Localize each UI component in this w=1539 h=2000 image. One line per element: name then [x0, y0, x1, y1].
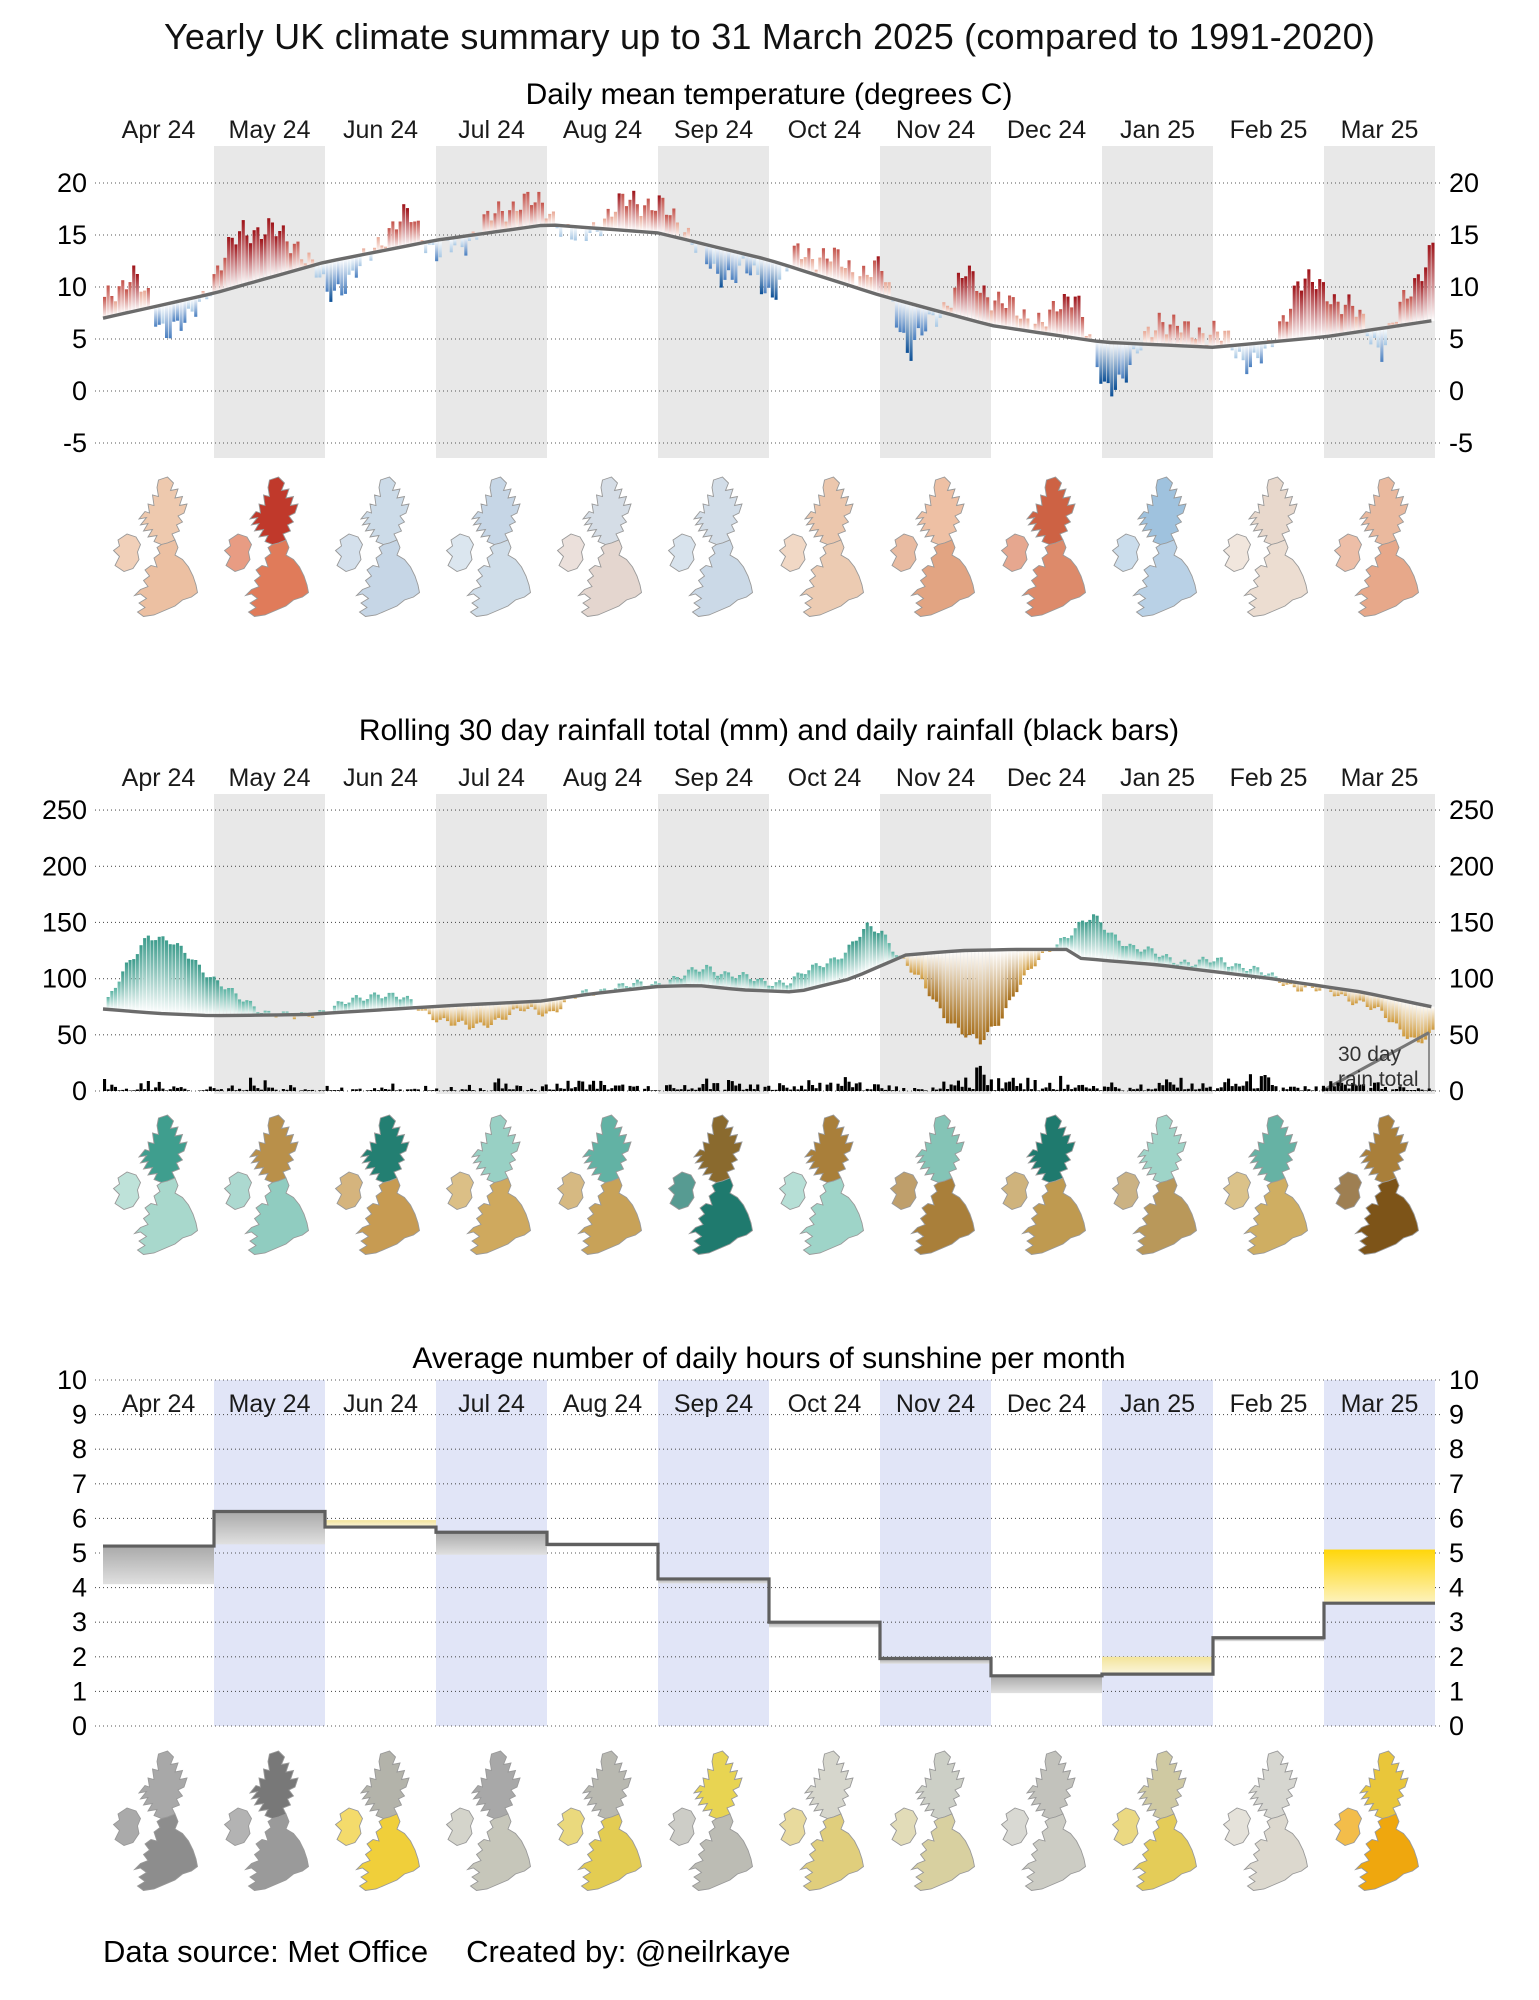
map-england-wales: [801, 540, 864, 617]
uk-map-rainfall-3: [447, 1115, 531, 1255]
map-england-wales: [468, 540, 531, 617]
map-scotland: [361, 477, 409, 545]
map-scotland: [805, 1115, 853, 1183]
map-ireland: [225, 534, 252, 572]
map-ireland: [1002, 1808, 1029, 1846]
uk-map-temperature-5: [669, 477, 753, 617]
map-england-wales: [912, 540, 975, 617]
y-tick-right: 200: [1449, 851, 1495, 882]
map-ireland: [780, 1172, 807, 1210]
month-label: Aug 24: [562, 1390, 643, 1418]
map-scotland: [250, 1115, 298, 1183]
month-label: Mar 25: [1340, 1390, 1419, 1418]
map-ireland: [336, 1172, 363, 1210]
rain-total-annotation-line1: 30 day: [1338, 1043, 1402, 1066]
uk-map-rainfall-7: [891, 1115, 975, 1255]
month-label: Nov 24: [895, 764, 976, 792]
y-tick-left: 5: [71, 324, 87, 354]
uk-map-sunshine-8: [1002, 1751, 1086, 1891]
map-scotland: [583, 477, 631, 545]
month-bands: [214, 146, 1435, 458]
map-england-wales: [1134, 1814, 1197, 1891]
uk-map-rainfall-6: [780, 1115, 864, 1255]
y-tick-right: 7: [1449, 1468, 1465, 1499]
month-label: Dec 24: [1006, 764, 1087, 792]
y-tick-left: 0: [71, 376, 87, 406]
month-labels: [122, 116, 1419, 144]
uk-map-temperature-11: [1335, 477, 1419, 617]
y-tick-left: 200: [41, 851, 87, 882]
map-scotland: [694, 477, 742, 545]
month-label: Jul 24: [458, 764, 525, 792]
map-england-wales: [357, 540, 420, 617]
month-label: Aug 24: [562, 116, 643, 144]
map-ireland: [447, 534, 474, 572]
map-england-wales: [1245, 1178, 1308, 1255]
sunshine-band-8: [991, 1676, 1102, 1693]
month-label: May 24: [228, 116, 311, 144]
map-scotland: [805, 477, 853, 545]
y-tick-right: -5: [1449, 428, 1474, 458]
map-scotland: [1360, 477, 1408, 545]
map-ireland: [114, 1808, 141, 1846]
map-scotland: [916, 477, 964, 545]
month-label: Mar 25: [1340, 116, 1419, 144]
sunshine-band-11: [1324, 1550, 1435, 1604]
map-ireland: [1224, 534, 1251, 572]
y-tick-right: 1: [1449, 1676, 1465, 1707]
map-scotland: [1138, 1115, 1186, 1183]
data-source-credit: Data source: Met Office: [103, 1934, 429, 1969]
y-tick-right: 9: [1449, 1399, 1465, 1430]
month-labels: [122, 764, 1419, 792]
map-scotland: [805, 1751, 853, 1819]
month-label: Jun 24: [342, 764, 419, 792]
map-england-wales: [135, 540, 198, 617]
map-england-wales: [246, 540, 309, 617]
map-england-wales: [246, 1178, 309, 1255]
uk-map-sunshine-3: [447, 1751, 531, 1891]
map-england-wales: [357, 1814, 420, 1891]
map-scotland: [1138, 1751, 1186, 1819]
y-tick-right: 100: [1449, 963, 1495, 994]
y-tick-right: 5: [1449, 324, 1465, 354]
y-tick-right: 250: [1449, 795, 1495, 826]
y-tick-right: 5: [1449, 1538, 1465, 1568]
map-england-wales: [468, 1814, 531, 1891]
map-scotland: [694, 1751, 742, 1819]
y-tick-left: 15: [56, 220, 87, 250]
y-tick-left: 8: [71, 1434, 87, 1465]
uk-map-rainfall-0: [114, 1115, 198, 1255]
month-label: Sep 24: [673, 764, 754, 792]
map-scotland: [472, 1751, 520, 1819]
month-label: Apr 24: [121, 116, 196, 144]
y-tick-left: 3: [71, 1607, 87, 1638]
month-label: Feb 25: [1229, 116, 1308, 144]
map-scotland: [1027, 1751, 1075, 1819]
uk-map-temperature-8: [1002, 477, 1086, 617]
map-england-wales: [357, 1178, 420, 1255]
uk-map-rainfall-5: [669, 1115, 753, 1255]
month-label: Jul 24: [458, 1390, 525, 1418]
uk-map-sunshine-2: [336, 1751, 420, 1891]
map-ireland: [891, 1172, 918, 1210]
map-scotland: [916, 1115, 964, 1183]
map-england-wales: [912, 1178, 975, 1255]
map-england-wales: [135, 1814, 198, 1891]
sunshine-band-1: [214, 1511, 325, 1544]
map-england-wales: [1134, 540, 1197, 617]
y-tick-left: 4: [71, 1572, 87, 1603]
uk-map-temperature-4: [558, 477, 642, 617]
map-ireland: [780, 1808, 807, 1846]
map-england-wales: [1356, 540, 1419, 617]
y-tick-left: 250: [41, 795, 87, 826]
map-england-wales: [1245, 1814, 1308, 1891]
uk-map-sunshine-1: [225, 1751, 309, 1891]
map-england-wales: [690, 1178, 753, 1255]
map-ireland: [780, 534, 807, 572]
map-ireland: [1335, 1808, 1362, 1846]
map-scotland: [1138, 477, 1186, 545]
map-ireland: [669, 534, 696, 572]
page-title: Yearly UK climate summary up to 31 March 2025 (compared to 1991-2020): [163, 16, 1376, 57]
map-england-wales: [579, 540, 642, 617]
map-ireland: [114, 534, 141, 572]
rain-total-annotation-line2: rain total: [1338, 1068, 1419, 1091]
author-credit: Created by: @neilrkaye: [466, 1934, 791, 1969]
y-tick-left: -5: [62, 428, 87, 458]
uk-map-rainfall-9: [1113, 1115, 1197, 1255]
uk-map-sunshine-0: [114, 1751, 198, 1891]
month-label: Jan 25: [1119, 116, 1196, 144]
map-england-wales: [690, 540, 753, 617]
sunshine-band-3: [436, 1532, 547, 1554]
map-row-temperature: [114, 477, 1419, 617]
map-ireland: [447, 1172, 474, 1210]
map-england-wales: [1023, 540, 1086, 617]
month-label: Jul 24: [458, 116, 525, 144]
map-ireland: [669, 1172, 696, 1210]
map-ireland: [1113, 1172, 1140, 1210]
y-tick-left: 1: [71, 1676, 87, 1707]
map-scotland: [1249, 1751, 1297, 1819]
map-england-wales: [1356, 1178, 1419, 1255]
uk-map-temperature-6: [780, 477, 864, 617]
y-tick-left: 5: [71, 1538, 87, 1568]
map-scotland: [916, 1751, 964, 1819]
map-scotland: [250, 477, 298, 545]
month-label: Jun 24: [342, 116, 419, 144]
y-tick-left: 150: [41, 907, 87, 938]
map-scotland: [139, 1751, 187, 1819]
y-tick-left: 100: [41, 963, 87, 994]
uk-map-rainfall-1: [225, 1115, 309, 1255]
uk-map-sunshine-11: [1335, 1751, 1419, 1891]
uk-map-temperature-10: [1224, 477, 1308, 617]
month-label: May 24: [228, 764, 311, 792]
month-label: Apr 24: [121, 1390, 196, 1418]
chart-title-rainfall: Rolling 30 day rainfall total (mm) and daily rainfall (black bars): [358, 714, 1180, 747]
map-england-wales: [579, 1178, 642, 1255]
map-scotland: [250, 1751, 298, 1819]
map-scotland: [361, 1751, 409, 1819]
y-tick-left: 0: [71, 1076, 87, 1106]
y-tick-right: 8: [1449, 1434, 1465, 1465]
map-ireland: [1224, 1808, 1251, 1846]
month-label: Aug 24: [562, 764, 643, 792]
month-label: Jan 25: [1119, 764, 1196, 792]
footer: [103, 1934, 828, 1970]
uk-map-temperature-0: [114, 477, 198, 617]
map-ireland: [558, 1172, 585, 1210]
y-tick-left: 6: [71, 1503, 87, 1534]
y-tick-right: 20: [1449, 168, 1480, 198]
rain-total-annotation: [1338, 1042, 1419, 1092]
uk-map-rainfall-8: [1002, 1115, 1086, 1255]
uk-map-sunshine-5: [669, 1751, 753, 1891]
uk-map-rainfall-10: [1224, 1115, 1308, 1255]
map-ireland: [1335, 534, 1362, 572]
map-scotland: [1360, 1115, 1408, 1183]
month-label: Dec 24: [1006, 116, 1087, 144]
uk-map-temperature-7: [891, 477, 975, 617]
y-tick-right: 150: [1449, 907, 1495, 938]
uk-map-rainfall-4: [558, 1115, 642, 1255]
map-ireland: [225, 1172, 252, 1210]
month-label: Feb 25: [1229, 1390, 1308, 1418]
map-england-wales: [1356, 1814, 1419, 1891]
y-tick-left: 7: [71, 1468, 87, 1499]
map-england-wales: [1023, 1814, 1086, 1891]
map-ireland: [891, 1808, 918, 1846]
y-tick-right: 3: [1449, 1607, 1465, 1638]
uk-map-sunshine-9: [1113, 1751, 1197, 1891]
uk-map-sunshine-7: [891, 1751, 975, 1891]
map-ireland: [225, 1808, 252, 1846]
y-tick-left: 9: [71, 1399, 87, 1430]
sunshine-chart: [0, 1328, 1539, 1936]
map-england-wales: [246, 1814, 309, 1891]
uk-map-temperature-2: [336, 477, 420, 617]
map-ireland: [114, 1172, 141, 1210]
y-tick-right: 10: [1449, 272, 1480, 302]
map-ireland: [891, 534, 918, 572]
map-scotland: [361, 1115, 409, 1183]
y-tick-right: 0: [1449, 1076, 1465, 1106]
month-label: Feb 25: [1229, 764, 1308, 792]
month-label: Apr 24: [121, 764, 196, 792]
map-ireland: [1335, 1172, 1362, 1210]
map-england-wales: [1134, 1178, 1197, 1255]
y-tick-right: 0: [1449, 1711, 1465, 1741]
map-england-wales: [690, 1814, 753, 1891]
y-tick-left: 10: [56, 1365, 87, 1395]
map-england-wales: [801, 1178, 864, 1255]
month-label: Sep 24: [673, 1390, 754, 1418]
uk-map-sunshine-4: [558, 1751, 642, 1891]
uk-map-rainfall-11: [1335, 1115, 1419, 1255]
map-ireland: [447, 1808, 474, 1846]
month-label: Nov 24: [895, 116, 976, 144]
uk-map-temperature-3: [447, 477, 531, 617]
map-scotland: [1027, 1115, 1075, 1183]
map-ireland: [336, 1808, 363, 1846]
map-row-rainfall: [114, 1115, 1419, 1255]
month-label: Jan 25: [1119, 1390, 1196, 1418]
map-ireland: [558, 1808, 585, 1846]
map-england-wales: [468, 1178, 531, 1255]
uk-map-temperature-9: [1113, 477, 1197, 617]
map-scotland: [1249, 1115, 1297, 1183]
map-ireland: [1224, 1172, 1251, 1210]
map-scotland: [139, 477, 187, 545]
map-ireland: [336, 534, 363, 572]
temperature-chart: [0, 66, 1539, 672]
uk-map-sunshine-6: [780, 1751, 864, 1891]
map-scotland: [472, 1115, 520, 1183]
map-ireland: [1113, 1808, 1140, 1846]
map-england-wales: [135, 1178, 198, 1255]
map-ireland: [1002, 1172, 1029, 1210]
y-tick-right: 15: [1449, 220, 1480, 250]
y-tick-right: 50: [1449, 1019, 1480, 1050]
map-scotland: [1249, 477, 1297, 545]
map-scotland: [583, 1751, 631, 1819]
map-england-wales: [912, 1814, 975, 1891]
y-tick-right: 6: [1449, 1503, 1465, 1534]
map-ireland: [558, 534, 585, 572]
month-label: Mar 25: [1340, 764, 1419, 792]
chart-title-sunshine: Average number of daily hours of sunshine per month: [412, 1342, 1126, 1375]
month-label: Oct 24: [787, 116, 862, 144]
chart-title-temperature: Daily mean temperature (degrees C): [525, 78, 1013, 111]
month-bands: [214, 794, 1435, 1094]
y-tick-right: 0: [1449, 376, 1465, 406]
rainfall-chart: [0, 698, 1539, 1310]
map-scotland: [694, 1115, 742, 1183]
map-row-sunshine: [114, 1751, 1419, 1891]
map-scotland: [1027, 477, 1075, 545]
month-label: May 24: [228, 1390, 311, 1418]
y-tick-left: 2: [71, 1641, 87, 1672]
map-england-wales: [579, 1814, 642, 1891]
month-label: Jun 24: [342, 1390, 419, 1418]
month-label: Oct 24: [787, 1390, 862, 1418]
map-ireland: [1002, 534, 1029, 572]
sunshine-band-0: [103, 1546, 214, 1584]
y-tick-left: 0: [71, 1711, 87, 1741]
sunshine-band-9: [1102, 1657, 1213, 1674]
map-ireland: [669, 1808, 696, 1846]
y-tick-left: 10: [56, 272, 87, 302]
uk-map-rainfall-2: [336, 1115, 420, 1255]
uk-map-sunshine-10: [1224, 1751, 1308, 1891]
month-label: Nov 24: [895, 1390, 976, 1418]
map-scotland: [139, 1115, 187, 1183]
map-scotland: [1360, 1751, 1408, 1819]
map-scotland: [583, 1115, 631, 1183]
month-label: Dec 24: [1006, 1390, 1087, 1418]
y-tick-left: 50: [56, 1019, 87, 1050]
month-label: Oct 24: [787, 764, 862, 792]
map-ireland: [1113, 534, 1140, 572]
y-tick-left: 20: [56, 168, 87, 198]
uk-map-temperature-1: [225, 477, 309, 617]
month-label: Sep 24: [673, 116, 754, 144]
y-tick-right: 10: [1449, 1365, 1480, 1395]
map-scotland: [472, 477, 520, 545]
map-england-wales: [1245, 540, 1308, 617]
y-tick-right: 2: [1449, 1641, 1465, 1672]
map-england-wales: [801, 1814, 864, 1891]
y-tick-right: 4: [1449, 1572, 1465, 1603]
map-england-wales: [1023, 1178, 1086, 1255]
